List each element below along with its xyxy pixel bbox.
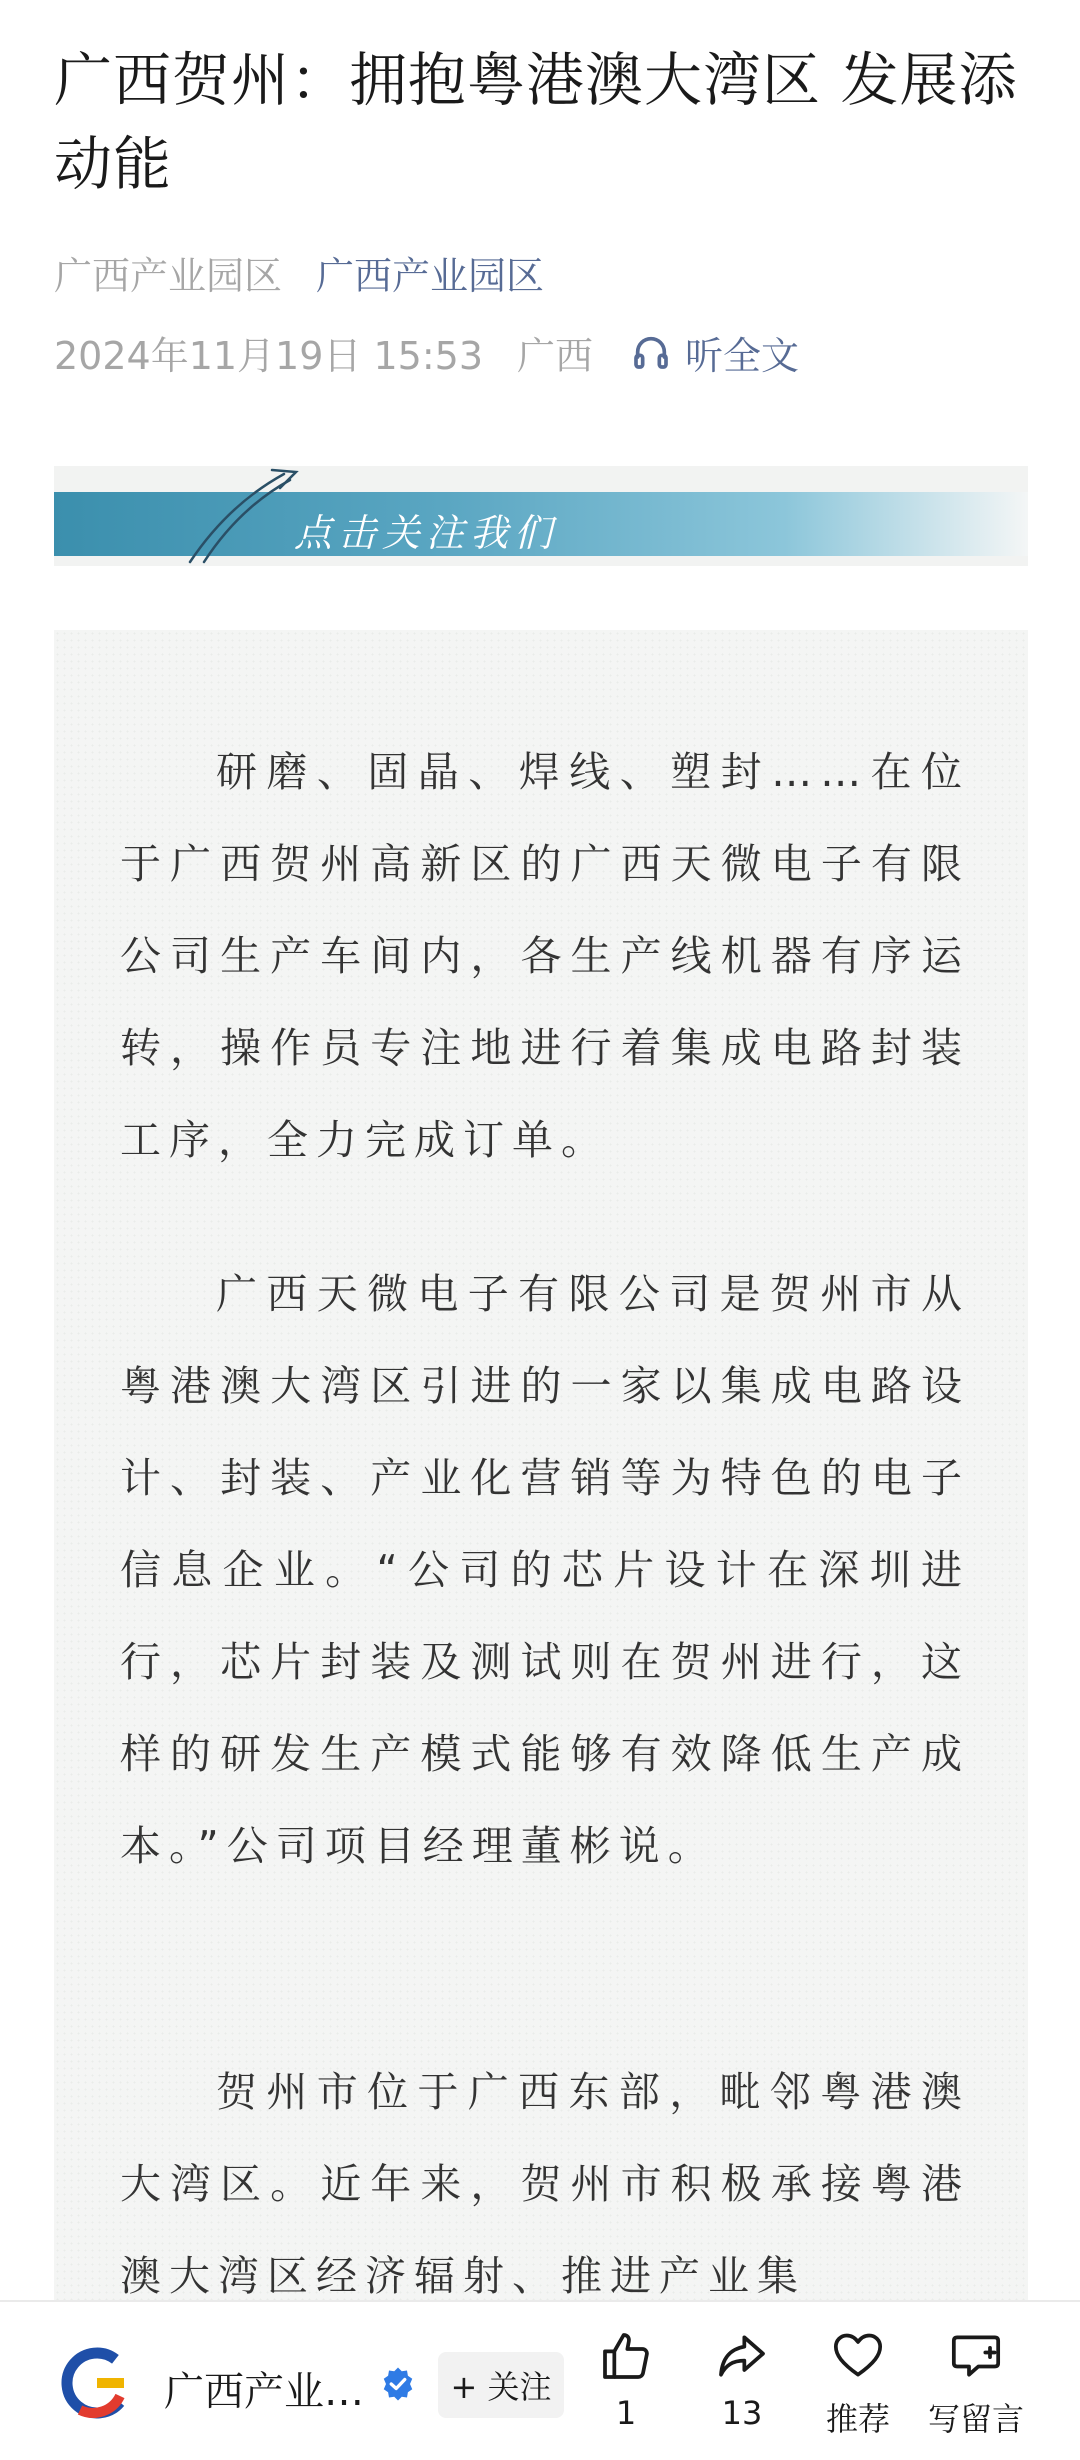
article-title: 广西贺州：拥抱粤港澳大湾区 发展添动能 bbox=[54, 46, 1018, 198]
account-link[interactable]: 广西产业园区 bbox=[316, 253, 545, 298]
meta-source-row bbox=[54, 244, 544, 300]
comment-label: 写留言 bbox=[927, 2400, 1024, 2438]
comment-button[interactable] bbox=[916, 2328, 1036, 2440]
bottom-account-name[interactable]: 广西产业… bbox=[164, 2369, 364, 2415]
publish-time: 2024年11月19日 15:53 bbox=[54, 333, 484, 378]
paragraph: 贺州市位于广西东部，毗邻粤港澳大湾区。近年来，贺州市积极承接粤港澳大湾区经济辐射、推进产业集 bbox=[120, 2068, 970, 2300]
headphones-icon bbox=[631, 332, 671, 372]
meta-time-row bbox=[54, 324, 799, 380]
like-button[interactable] bbox=[566, 2328, 686, 2432]
paragraph: 研磨、固晶、焊线、塑封……在位于广西贺州高新区的广西天微电子有限公司生产车间内，各生产线机器有序运转，操作员专注地进行着集成电路封装工序，全力完成订单。 bbox=[120, 748, 970, 1164]
comment-icon bbox=[948, 2328, 1004, 2384]
listen-button[interactable] bbox=[631, 325, 799, 380]
listen-label: 听全文 bbox=[685, 333, 800, 378]
article-content bbox=[54, 630, 1028, 2330]
heart-icon bbox=[830, 2328, 886, 2384]
share-button[interactable] bbox=[682, 2328, 802, 2432]
paragraph: 广西天微电子有限公司是贺州市从粤港澳大湾区引进的一家以集成电路设计、封装、产业化营销等为特色的电子信息企业。“公司的芯片设计在深圳进行，芯片封装及测试则在贺州进行，这样的研发生产模式能够有效降低生产成本。”公司项目经理董彬说。 bbox=[120, 1270, 970, 1870]
verified-icon bbox=[380, 2366, 416, 2402]
recommend-button[interactable] bbox=[798, 2328, 918, 2440]
share-icon bbox=[714, 2328, 770, 2384]
thumb-up-icon bbox=[598, 2328, 654, 2384]
share-count: 13 bbox=[721, 2394, 763, 2432]
like-count: 1 bbox=[615, 2394, 637, 2432]
follow-banner[interactable] bbox=[54, 466, 1028, 566]
bottom-action-bar bbox=[0, 2300, 1080, 2460]
recommend-label: 推荐 bbox=[825, 2400, 890, 2438]
banner-text: 点击关注我们 bbox=[294, 511, 559, 555]
region-label: 广西 bbox=[517, 333, 594, 378]
follow-button[interactable]: + 关注 bbox=[438, 2352, 564, 2418]
logo-icon[interactable] bbox=[60, 2346, 134, 2420]
source-label: 广西产业园区 bbox=[54, 253, 283, 298]
